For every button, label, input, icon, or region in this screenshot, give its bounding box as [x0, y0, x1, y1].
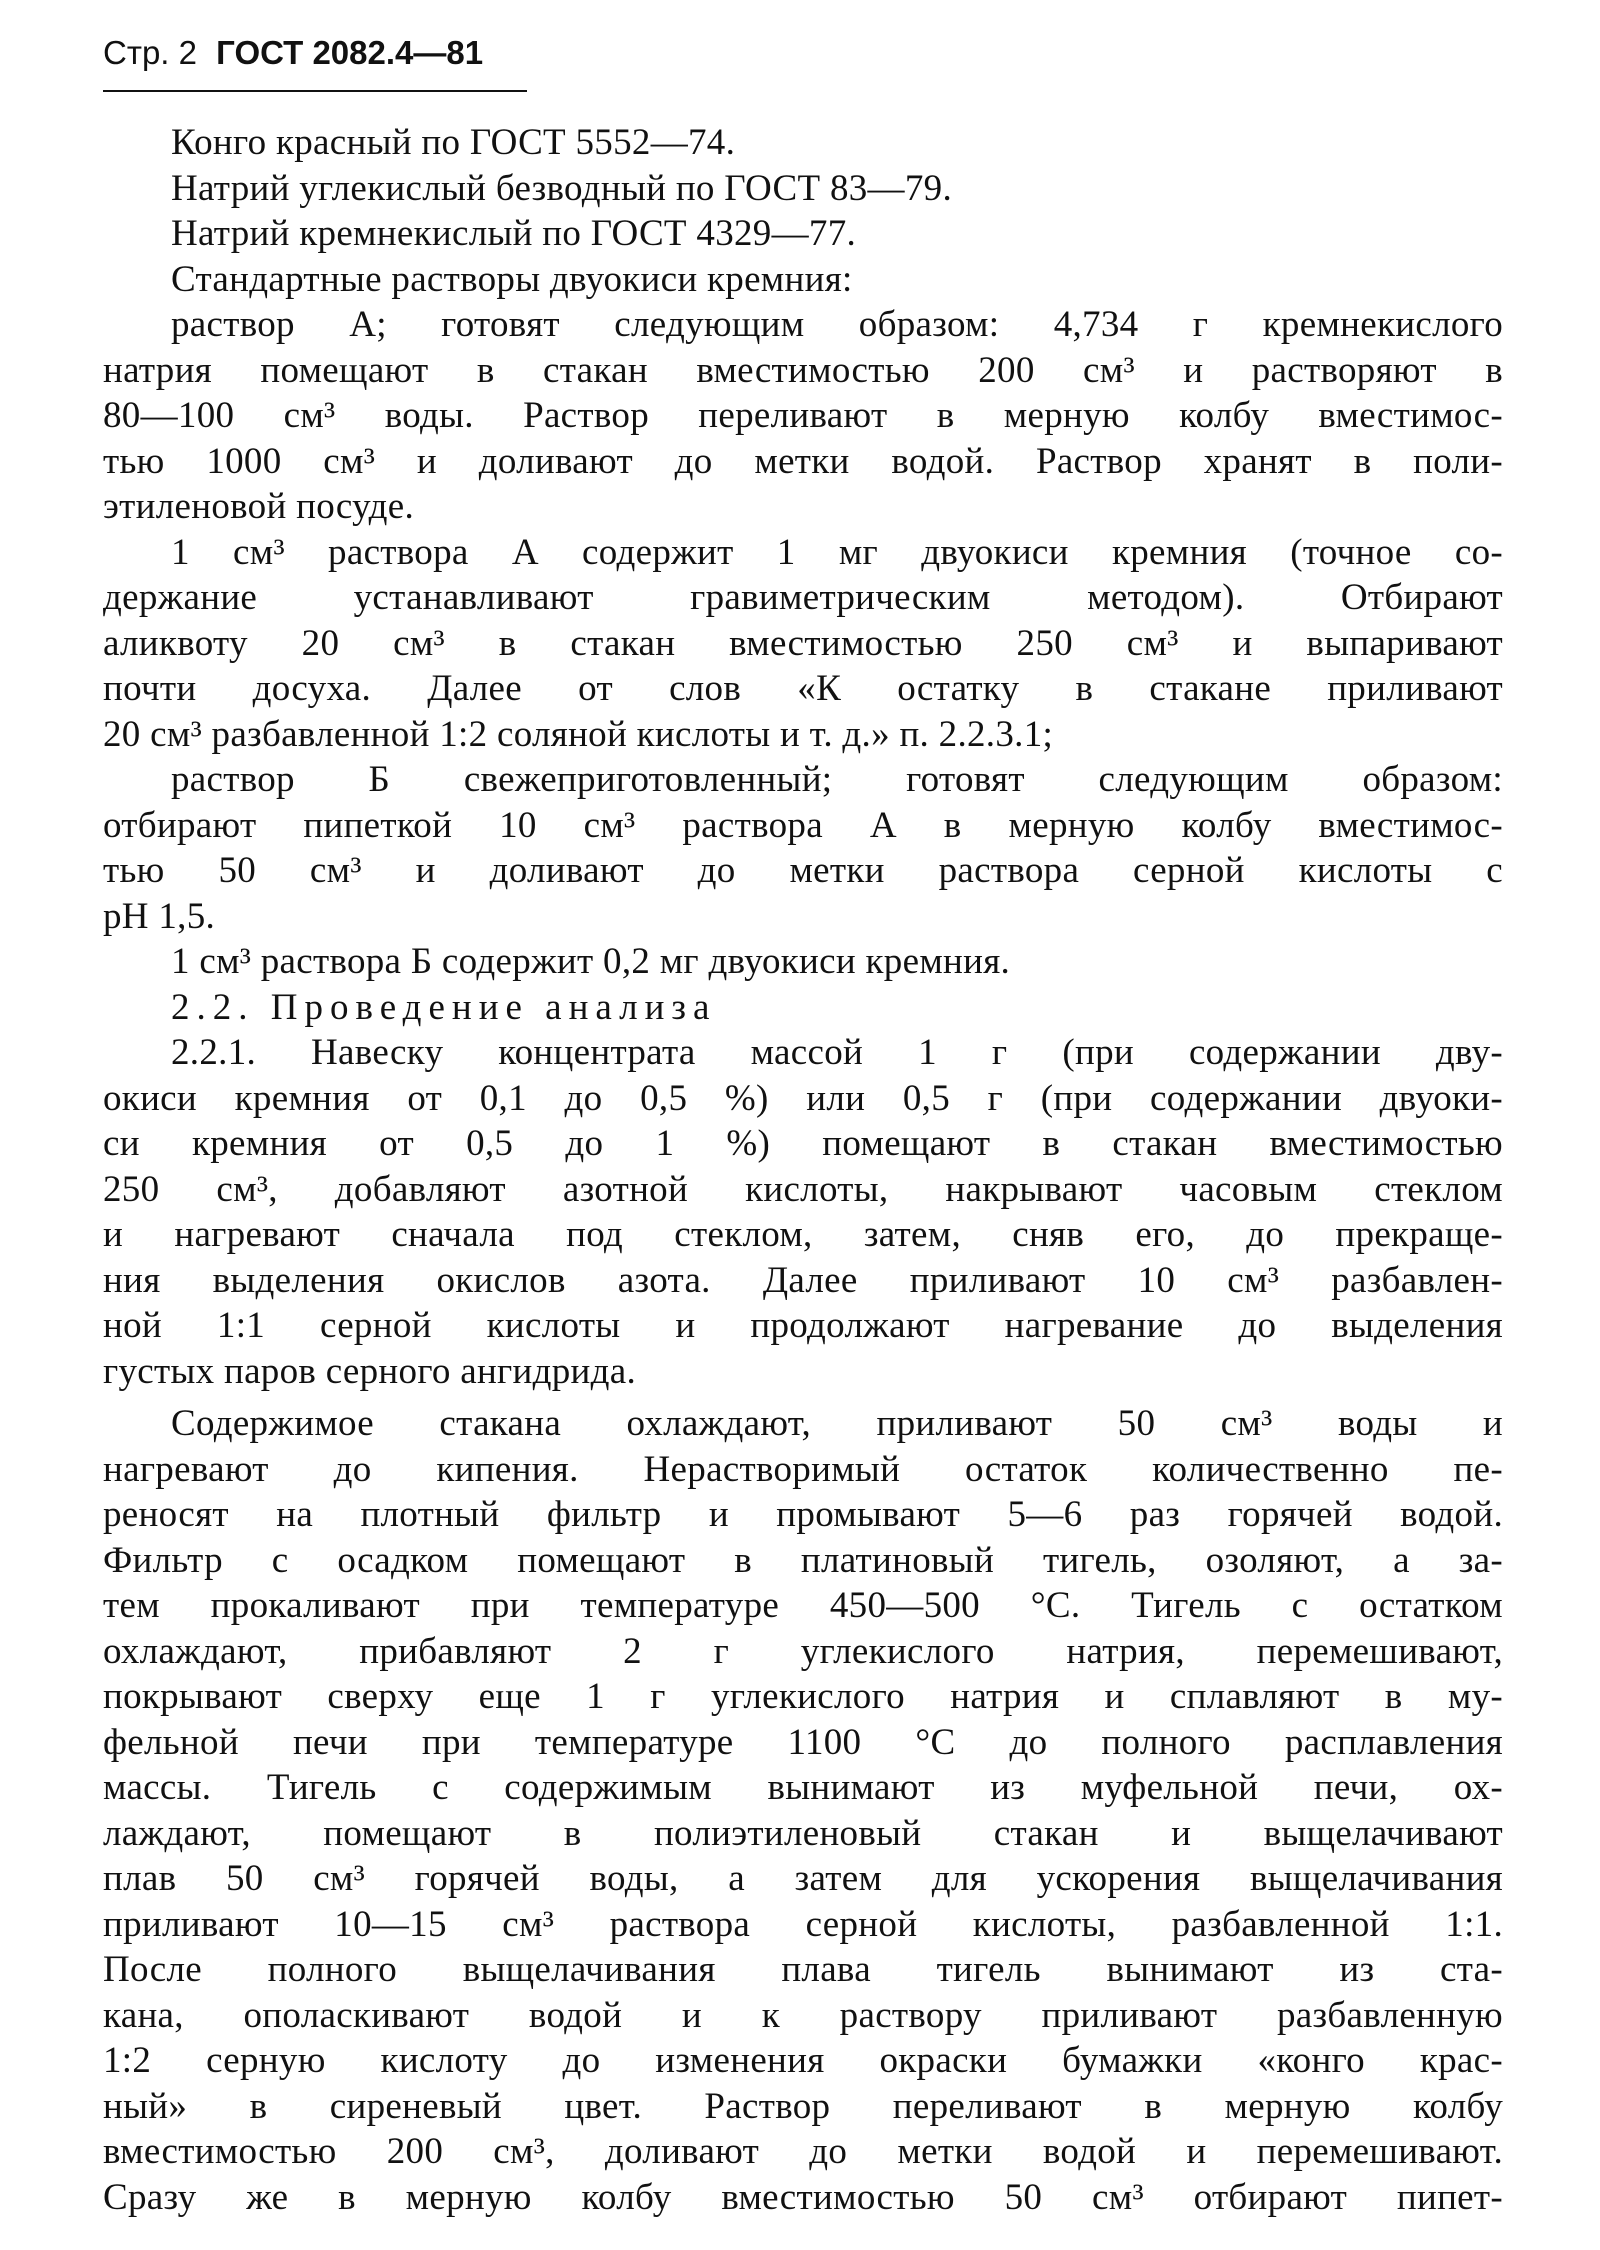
- text-line: массы. Тигель с содержимым вынимают из муфельной печи, ох-: [103, 1767, 1503, 1808]
- text-line: тем прокаливают при температуре 450—500 °С. Тигель с остатком: [103, 1585, 1503, 1626]
- document-body: [103, 120, 1503, 2220]
- text-line: аликвоту 20 см³ в стакан вместимостью 250 см³ и выпаривают: [103, 622, 1503, 664]
- text-line: натрия помещают в стакан вместимостью 200 см³ и растворяют в: [103, 349, 1503, 391]
- text-line: Натрий углекислый безводный по ГОСТ 83—79.: [171, 167, 952, 209]
- text-line: Содержимое стакана охлаждают, приливают 50 см³ воды и: [171, 1403, 1503, 1444]
- text-line: Конго красный по ГОСТ 5552—74.: [171, 122, 736, 163]
- header-rule: [103, 90, 527, 92]
- text-line: ной 1:1 серной кислоты и продолжают нагревание до выделения: [103, 1305, 1503, 1346]
- text-line: 1:2 серную кислоту до изменения окраски бумажки «конго крас-: [103, 2040, 1503, 2081]
- text-line: фельной печи при температуре 1100 °С до полного расплавления: [103, 1721, 1503, 1763]
- text-line: После полного выщелачивания плава тигель вынимают из ста-: [103, 1949, 1503, 1990]
- text-line: густых паров серного ангидрида.: [103, 1350, 637, 1392]
- text-line: окиси кремния от 0,1 до 0,5 %) или 0,5 г (при содержании двуоки-: [103, 1077, 1503, 1119]
- page-header: [103, 36, 483, 69]
- text-line: нагревают до кипения. Нерастворимый остаток количественно пе-: [103, 1448, 1503, 1490]
- text-line: ния выделения окислов азота. Далее приливают 10 см³ разбавлен-: [103, 1259, 1503, 1301]
- text-line: почти досуха. Далее от слов «К остатку в стакане приливают: [103, 668, 1503, 709]
- text-line: реносят на плотный фильтр и промывают 5—6 раз горячей водой.: [103, 1494, 1503, 1535]
- text-line: 80—100 см³ воды. Раствор переливают в мерную колбу вместимос-: [103, 395, 1503, 436]
- text-line: раствор Б свежеприготовленный; готовят следующим образом:: [171, 759, 1503, 800]
- text-line: отбирают пипеткой 10 см³ раствора А в мерную колбу вместимос-: [103, 804, 1503, 846]
- text-line: 2.2.1. Навеску концентрата массой 1 г (при содержании дву-: [171, 1032, 1503, 1073]
- text-line: Натрий кремнекислый по ГОСТ 4329—77.: [171, 213, 857, 254]
- text-line: 1 см³ раствора А содержит 1 мг двуокиси кремния (точное со-: [171, 531, 1503, 573]
- text-line: pH 1,5.: [103, 895, 216, 937]
- text-line: Фильтр с осадком помещают в платиновый тигель, озоляют, а за-: [103, 1539, 1503, 1581]
- text-line: кана, ополаскивают водой и к раствору приливают разбавленную: [103, 1994, 1503, 2036]
- text-line: Стандартные растворы двуокиси кремния:: [171, 258, 853, 300]
- text-line: держание устанавливают гравиметрическим методом). Отбирают: [103, 577, 1503, 618]
- text-line: приливают 10—15 см³ раствора серной кислоты, разбавленной 1:1.: [103, 1903, 1503, 1945]
- text-line: 1 см³ раствора Б содержит 0,2 мг двуокиси кремния.: [171, 941, 1011, 982]
- text-line: вместимостью 200 см³, доливают до метки водой и перемешивают.: [103, 2131, 1503, 2172]
- text-line: и нагревают сначала под стеклом, затем, сняв его, до прекраще-: [103, 1214, 1503, 1255]
- text-line: ный» в сиреневый цвет. Раствор переливают в мерную колбу: [103, 2085, 1503, 2127]
- text-line: этиленовой посуде.: [103, 486, 415, 527]
- text-line: лаждают, помещают в полиэтиленовый стакан и выщелачивают: [103, 1812, 1503, 1854]
- text-line: тью 50 см³ и доливают до метки раствора серной кислоты с: [103, 850, 1503, 891]
- section-heading: 2.2. Проведение анализа: [171, 986, 717, 1028]
- text-line: 250 см³, добавляют азотной кислоты, накрывают часовым стеклом: [103, 1168, 1503, 1210]
- text-line: плав 50 см³ горячей воды, а затем для ускорения выщелачивания: [103, 1858, 1503, 1899]
- standard-code: ГОСТ 2082.4—81: [216, 34, 484, 71]
- text-line: си кремния от 0,5 до 1 %) помещают в стакан вместимостью: [103, 1123, 1503, 1164]
- text-line: тью 1000 см³ и доливают до метки водой. Раствор хранят в поли-: [103, 440, 1503, 482]
- text-line: Сразу же в мерную колбу вместимостью 50 см³ отбирают пипет-: [103, 2176, 1503, 2218]
- text-line: покрывают сверху еще 1 г углекислого натрия и сплавляют в му-: [103, 1676, 1503, 1717]
- text-line: раствор А; готовят следующим образом: 4,734 г кремнекислого: [171, 304, 1503, 345]
- text-line: охлаждают, прибавляют 2 г углекислого натрия, перемешивают,: [103, 1630, 1503, 1672]
- text-line: 20 см³ разбавленной 1:2 соляной кислоты и т. д.» п. 2.2.3.1;: [103, 713, 1054, 755]
- page-number: Стр. 2: [103, 34, 197, 71]
